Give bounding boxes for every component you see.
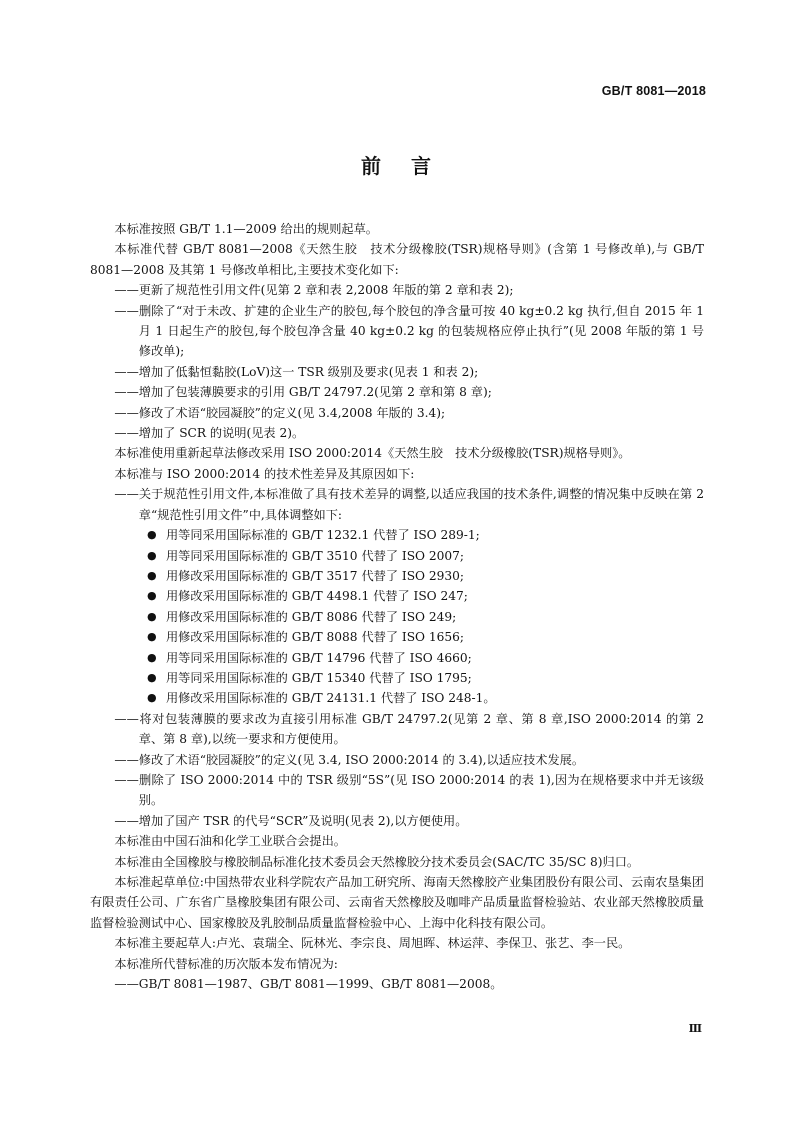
proposer-paragraph: 本标准由中国石油和化学工业联合会提出。 — [114, 834, 346, 849]
bullet-dot-icon: ● — [147, 609, 157, 623]
bullet-text: 用修改采用国际标准的 GB/T 8086 代替了 ISO 249; — [166, 609, 457, 624]
committee-paragraph: 本标准由全国橡胶与橡胶制品标准化技术委员会天然橡胶分技术委员会(SAC/TC 35/SC 8)归口。 — [114, 854, 640, 869]
change-item: ——更新了规范性引用文件(见第 2 章和表 2,2008 年版的第 2 章和表 2); — [114, 283, 514, 298]
standard-code: GB/T 8081—2018 — [601, 84, 706, 98]
difference-item: ——删除了 ISO 2000:2014 中的 TSR 级别“5S”(见 ISO 2000:2014 的表 1),因为在规格要求中并无该级别。 — [114, 772, 704, 808]
iso-adoption-paragraph: 本标准使用重新起草法修改采用 ISO 2000:2014《天然生胶 技术分级橡胶(TSR)规格导则》。 — [114, 446, 631, 461]
drafting-rule-paragraph: 本标准按照 GB/T 1.1—2009 给出的规则起草。 — [114, 222, 378, 236]
bullet-item — [147, 525, 704, 545]
replacement-paragraph: 本标准代替 GB/T 8081—2008《天然生胶 技术分级橡胶(TSR)规格导则》(含第 1 号修改单),与 GB/T 8081—2008 及其第 1 号修改单相比,主要技术变化如下: — [90, 242, 704, 277]
page-title-char-2: 言 — [411, 154, 433, 178]
bullet-dot-icon: ● — [147, 589, 157, 603]
bullet-dot-icon: ● — [147, 548, 157, 562]
page-title — [0, 150, 794, 179]
difference-item: ——将对包装薄膜的要求改为直接引用标准 GB/T 24797.2(见第 2 章、第 8 章,ISO 2000:2014 的第 2 章、第 8 章),以统一要求和方便使用。 — [114, 711, 704, 747]
bullet-text: 用等同采用国际标准的 GB/T 1232.1 代替了 ISO 289-1; — [166, 528, 480, 543]
bullet-item — [147, 648, 704, 668]
bullet-text: 用等同采用国际标准的 GB/T 14796 代替了 ISO 4660; — [166, 650, 472, 665]
bullet-item — [147, 627, 704, 647]
bullet-dot-icon: ● — [147, 670, 157, 684]
change-item: ——增加了 SCR 的说明(见表 2)。 — [114, 426, 305, 441]
bullet-item — [147, 586, 704, 606]
change-item: ——删除了“对于未改、扩建的企业生产的胶包,每个胶包的净含量可按 40 kg±0.2 kg 执行,但自 2015 年 1 月 1 日起生产的胶包,每个胶包净含量 40 kg±0.2 kg 的包装规格应停止执行”(见 2008 年版的第 1 号修改单); — [114, 303, 704, 359]
change-item: ——修改了术语“胶园凝胶”的定义(见 3.4,2008 年版的 3.4); — [114, 405, 446, 420]
difference-item: ——修改了术语“胶园凝胶”的定义(见 3.4, ISO 2000:2014 的 3.4),以适应技术发展。 — [114, 752, 585, 767]
bullet-text: 用修改采用国际标准的 GB/T 8088 代替了 ISO 1656; — [166, 630, 465, 645]
bullet-text: 用等同采用国际标准的 GB/T 3510 代替了 ISO 2007; — [166, 548, 465, 563]
bullet-dot-icon: ● — [147, 568, 157, 582]
difference-item: ——增加了国产 TSR 的代号“SCR”及说明(见表 2),以方便使用。 — [114, 813, 468, 828]
bullet-dot-icon: ● — [147, 630, 157, 644]
history-item: ——GB/T 8081—1987、GB/T 8081—1999、GB/T 8081—2008。 — [114, 977, 503, 992]
history-intro-paragraph: 本标准所代替标准的历次版本发布情况为: — [114, 956, 338, 971]
bullet-item — [147, 688, 704, 708]
bullet-text: 用修改采用国际标准的 GB/T 4498.1 代替了 ISO 247; — [166, 589, 468, 604]
bullet-item — [147, 566, 704, 586]
foreword-body — [90, 219, 704, 994]
drafting-units-paragraph: 本标准起草单位:中国热带农业科学院农产品加工研究所、海南天然橡胶产业集团股份有限公司、云南农垦集团有限责任公司、广东省广垦橡胶集团有限公司、云南省天然橡胶及咖啡产品质量监督检验站、农业部天然橡胶质量监督检验测试中心、国家橡胶及乳胶制品质量监督检验中心、上海中化科技有限公司。 — [90, 875, 704, 930]
bullet-item — [147, 607, 704, 627]
change-item: ——增加了包装薄膜要求的引用 GB/T 24797.2(见第 2 章和第 8 章); — [114, 385, 492, 400]
bullet-dot-icon: ● — [147, 650, 157, 664]
bullet-text: 用修改采用国际标准的 GB/T 24131.1 代替了 ISO 248-1。 — [166, 691, 496, 706]
bullet-dot-icon: ● — [147, 691, 157, 705]
page-title-char-1: 前 — [361, 154, 383, 178]
bullet-dot-icon: ● — [147, 528, 157, 542]
change-item: ——增加了低黏恒黏胶(LoV)这一 TSR 级别及要求(见表 1 和表 2); — [114, 364, 479, 379]
drafters-paragraph: 本标准主要起草人:卢光、袁瑞全、阮林光、李宗良、周旭晖、林运萍、李保卫、张艺、李一民。 — [114, 936, 631, 951]
technical-differences-paragraph: 本标准与 ISO 2000:2014 的技术性差异及其原因如下: — [114, 466, 415, 481]
difference-item: ——关于规范性引用文件,本标准做了具有技术差异的调整,以适应我国的技术条件,调整的情况集中反映在第 2 章“规范性引用文件”中,具体调整如下: — [114, 487, 704, 522]
bullet-item — [147, 668, 704, 688]
bullet-item — [147, 546, 704, 566]
bullet-text: 用等同采用国际标准的 GB/T 15340 代替了 ISO 1795; — [166, 670, 472, 685]
bullet-text: 用修改采用国际标准的 GB/T 3517 代替了 ISO 2930; — [166, 568, 465, 583]
page-number: Ⅲ — [688, 1022, 702, 1035]
